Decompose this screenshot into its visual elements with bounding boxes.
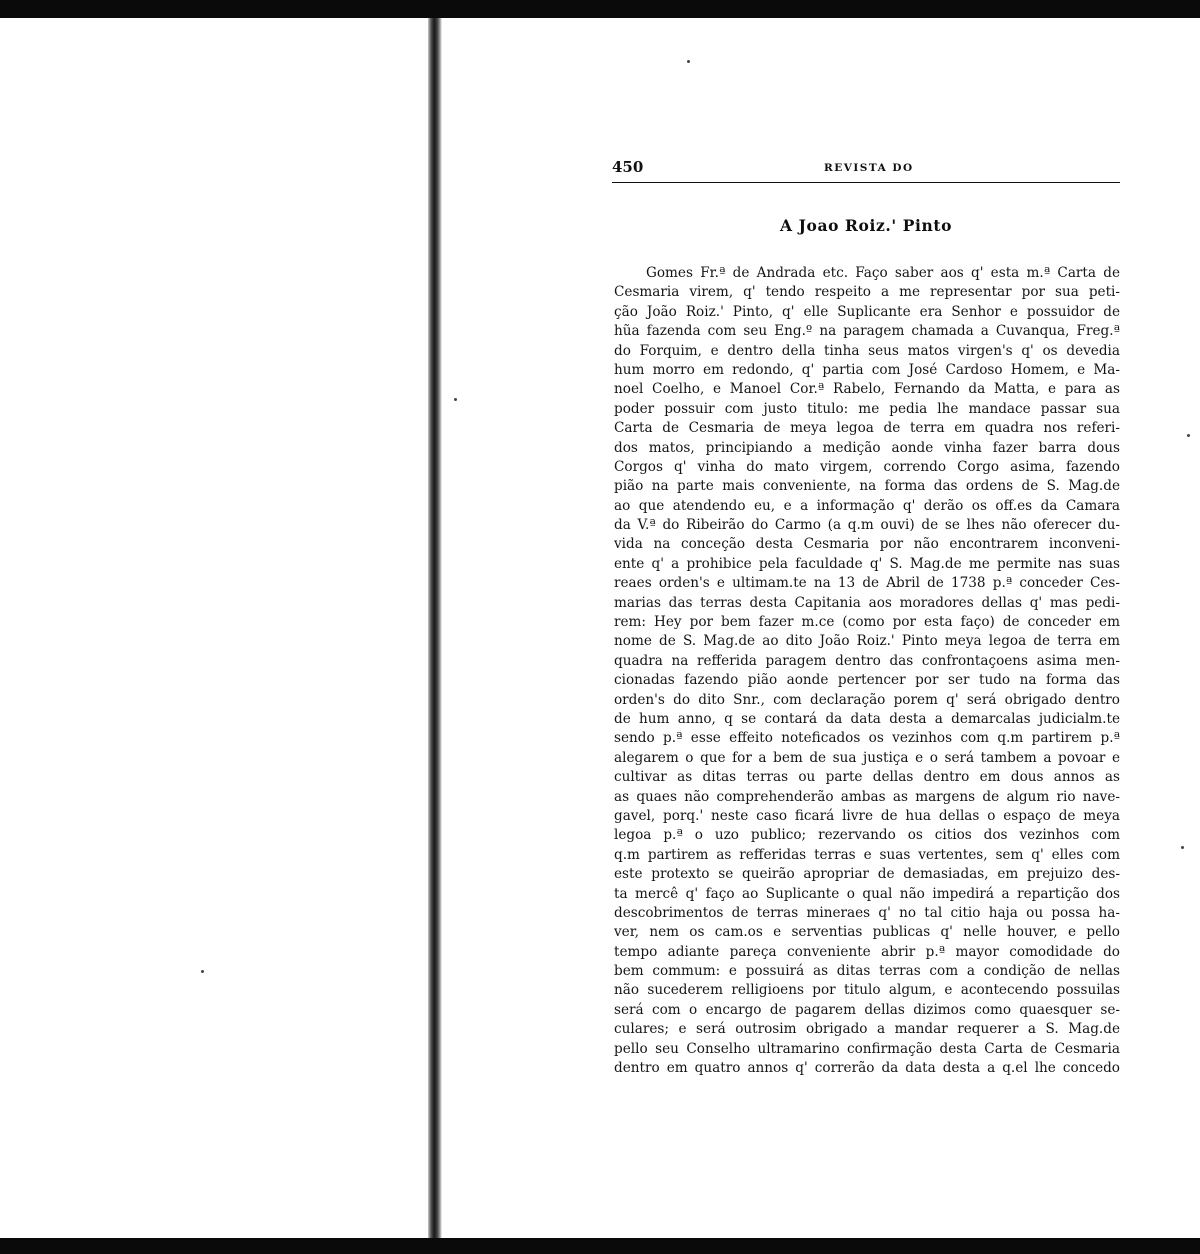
text-line: cionadas fazendo pião aonde pertencer por ser tudo na forma das xyxy=(614,672,1120,689)
text-line: de hum anno, q se contará da data desta a demarcalas judicialm.te xyxy=(614,710,1120,727)
text-line: alegarem o que for a bem de sua justiça e o será tambem a povoar e xyxy=(614,749,1120,766)
text-line: Cesmaria virem, q' tendo respeito a me representar por sua peti- xyxy=(614,284,1120,301)
text-line: do Forquim, e dentro della tinha seus matos virgen's q' os devedia xyxy=(614,342,1120,359)
text-line: hũa fazenda com seu Eng.º na paragem chamada a Cuvanqua, Freg.ª xyxy=(614,323,1120,340)
scan-speck xyxy=(1181,846,1184,849)
text-line: reaes orden's e ultimam.te na 13 de Abril de 1738 p.ª conceder Ces- xyxy=(614,575,1120,592)
text-line: ente q' a prohibice pela faculdade q' S. Mag.de me permite nas suas xyxy=(614,555,1120,572)
left-blank-page xyxy=(0,18,428,1238)
text-line: este protexto se queirão apropriar de demasiadas, em prejuizo des- xyxy=(614,866,1120,883)
article-title: A Joao Roiz.' Pinto xyxy=(779,216,953,235)
book-gutter xyxy=(428,18,442,1238)
text-line: dentro em quatro annos q' correrão da data desta a q.el lhe concedo xyxy=(614,1060,1120,1077)
text-line: pião na parte mais conveniente, na forma das ordens de S. Mag.de xyxy=(614,478,1120,495)
text-line: nome de S. Mag.de ao dito João Roiz.' Pinto meya legoa de terra em xyxy=(614,633,1120,650)
text-line: hum morro em redondo, q' partia com José Cardoso Homem, e Ma- xyxy=(614,361,1120,378)
text-line: cultivar as ditas terras ou parte dellas dentro em dous annos as xyxy=(614,769,1120,786)
page-number: 450 xyxy=(612,158,644,176)
text-line: marias das terras desta Capitania aos moradores dellas q' mas pedi- xyxy=(614,594,1120,611)
text-line: orden's do dito Snr., com declaração porem q' será obrigado dentro xyxy=(614,691,1120,708)
text-line: legoa p.ª o uzo publico; rezervando os citios dos vezinhos com xyxy=(614,827,1120,844)
text-line: será com o encargo de pagarem dellas dizimos como quaesquer se- xyxy=(614,1001,1120,1018)
text-line: sendo p.ª esse effeito noteficados os vezinhos com q.m partirem p.ª xyxy=(614,730,1120,747)
text-line: da V.ª do Ribeirão do Carmo (a q.m ouvi) de se lhes não oferecer du- xyxy=(614,517,1120,534)
text-line: as quaes não comprehenderão ambas as margens de algum rio nave- xyxy=(614,788,1120,805)
text-line: rem: Hey por bem fazer m.ce (como por esta faço) de conceder em xyxy=(614,614,1120,631)
text-line: tempo adiante pareça conveniente abrir p.ª mayor comodidade do xyxy=(614,943,1120,960)
text-line: q.m partirem as refferidas terras e suas vertentes, sem q' elles com xyxy=(614,846,1120,863)
text-line: ção João Roiz.' Pinto, q' elle Suplicante era Senhor e possuidor de xyxy=(614,303,1120,320)
journal-title: REVISTA DO xyxy=(824,162,914,174)
scan-bottom-border xyxy=(0,1238,1200,1254)
text-line: descobrimentos de terras mineraes q' no tal citio haja ou possa ha- xyxy=(614,904,1120,921)
text-line: dos matos, principiando a medição aonde vinha fazer barra dous xyxy=(614,439,1120,456)
text-line: noel Coelho, e Manoel Cor.ª Rabelo, Fernando da Matta, e para as xyxy=(614,381,1120,398)
text-line: gavel, porq.' neste caso ficará livre de hua dellas o espaço de meya xyxy=(614,807,1120,824)
text-line: culares; e será outrosim obrigado a mandar requerer a S. Mag.de xyxy=(614,1021,1120,1038)
text-line: Corgos q' vinha do mato virgem, correndo Corgo asima, fazendo xyxy=(614,458,1120,475)
text-line: Carta de Cesmaria de meya legoa de terra em quadra nos referi- xyxy=(614,420,1120,437)
scan-speck xyxy=(201,970,204,973)
text-line: ao que atendendo eu, e a informação q' derão os off.es da Camara xyxy=(614,497,1120,514)
text-line: Gomes Fr.ª de Andrada etc. Faço saber aos q' esta m.ª Carta de xyxy=(646,265,1120,281)
text-line: pello seu Conselho ultramarino confirmação desta Carta de Cesmaria xyxy=(614,1040,1120,1057)
scan-speck xyxy=(687,60,690,63)
scan-speck xyxy=(1187,434,1190,437)
text-line: ta mercê q' faço ao Suplicante o qual não impedirá a repartição dos xyxy=(614,885,1120,902)
text-line: bem commum: e possuirá as ditas terras com a condição de nellas xyxy=(614,963,1120,980)
article-body xyxy=(614,264,1120,1078)
scan-speck xyxy=(454,398,457,401)
text-line: vida na conceção desta Cesmaria por não encontrarem inconveni- xyxy=(614,536,1120,553)
text-line: ver, nem os cam.os e serventias publicas q' nelle houver, e pello xyxy=(614,924,1120,941)
scan-top-border xyxy=(0,0,1200,18)
text-line: quadra na refferida paragem dentro das confrontaçoens asima men- xyxy=(614,652,1120,669)
text-line: não sucederem relligioens por titulo algum, e acontecendo possuilas xyxy=(614,982,1120,999)
running-header xyxy=(612,158,1120,183)
text-line: poder possuir com justo titulo: me pedia lhe mandace passar sua xyxy=(614,400,1120,417)
